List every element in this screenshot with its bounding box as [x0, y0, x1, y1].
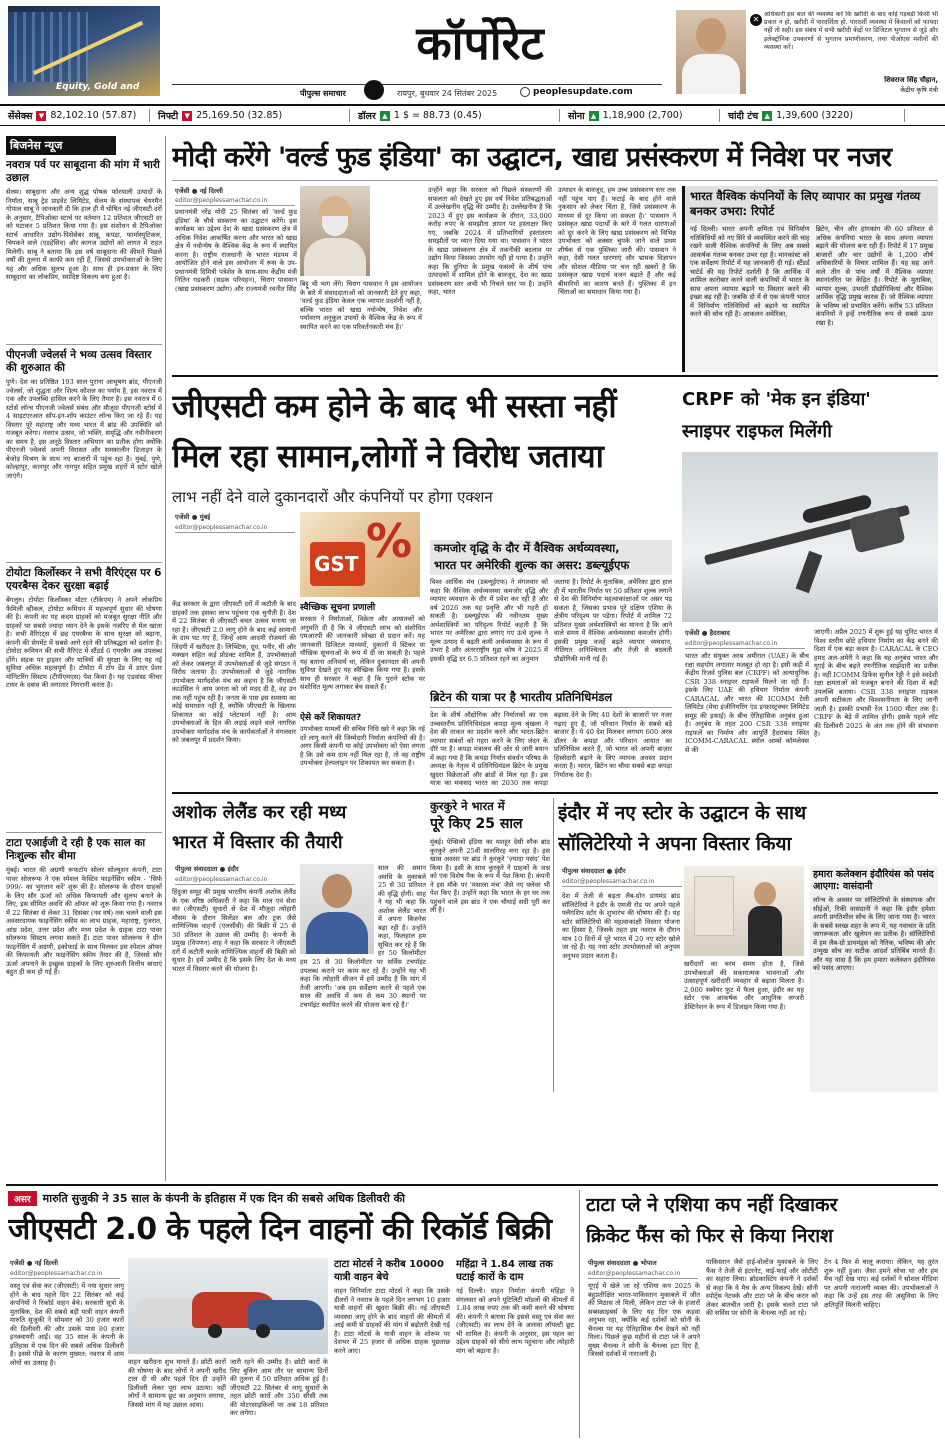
gst-subheadline: लाभ नहीं देने वाले दुकानदारों और कंपनियों पर होगा एक्शन: [172, 488, 493, 506]
cars-image: [128, 1258, 328, 1354]
maruti-byline: एजेंसी ● नई दिल्ली: [10, 1259, 58, 1267]
section-label: बिजनेस न्यूज: [10, 139, 63, 152]
tata-motors-headline: टाटा मोटर्स ने करीब 10000 यात्री वाहन बेचे: [334, 1259, 444, 1283]
lead-text-col2: उन्होंने कहा कि सरकार को पिछले संस्करणों की सफलता को देखते हुए इस वर्ष निवेश प्रतिबद्धताओं में उल्लेखनीय वृद्धि की उम्मीद है। उल्लेखनीय है कि 2023 में हुए इस कार्यक्रम के दौरान, 33,000 करोड़ रुपए के समझौता ज्ञापन पर हस्ताक्षर किए गए, जबकि 2024 में प्रतिभागियों हस्तांतरण समझौतों पर ध्यान दिया गया था। पासवान ने भारत के खाद्य प्रसंस्करण क्षेत्र में तकनीकी बदलाव पर उद्योग किया जिसका उपयोग नहीं हो पाया है। उन्होंने कहा कि दुनिया के प्रमुख फसलों के शीर्ष पांच उत्पादकों में शामिल होने के बावजूद, देश का खाद्य प्रसंस्करण स्तर अभी भी निचले स्तर पर है। उन्होंने कहा, भारत: [428, 186, 552, 296]
tata-motors-box: [334, 1258, 450, 1438]
ashok-text-col2: हिंदुजा समूह की प्रमुख भारतीय कंपनी अशोक लेलैंड के एक वरिष्ठ अधिकारी ने कहा कि माल एवं सेवा कर (जीएसटी) सुधारों से देश में मौजूदा त्योहारी मौसम के दौरान सिलेंडर बल और ट्रक जैसे वाणिज्यिक वाहनों (एलसीवी) की बिक्री में 25 से 30 प्रतिशत के उछाल की उम्मीद है। कंपनी के प्रमुख (विपणन) शाह ने कहा कि सरकार ने जीएसटी दरों में कटौती करके वाणिज्यिक वाहनों की बिक्री को सुधार है। हमें उम्मीद है कि इसके लिए देश के मध्य भारत में विस्तार करने की योजना है।: [172, 888, 296, 973]
left-story-1-headline: नवरात्र पर्व पर साबूदाना की मांग में भारी उछाल: [6, 159, 160, 184]
lead-email: editor@peoplessamachar.co.in: [175, 197, 295, 206]
ticker-item: [350, 109, 560, 122]
kurkure-text-col1: मुंबई। पेप्सिको इंडिया का मशहूर देसी स्नैक ब्रांड कुरकुरे अपनी 25वीं सालगिरह मना रहा है। इस खास अवसर पर ब्रांड ने कुरकुरे 'ज़्यादा पसंद' पेश किया है। इसी के साथ कुरकुरे ने ग्राहकों के जश्न को एक विशेष पैक के रूप में पेश किया है। कंपनी ने इस मौके पर 'मसाला मंच' जैसे नए फ्लेवर भी पेश किए हैं। उन्होंने कहा कि भारत के हर घर तक पहुंचने वाले इस ब्रांड ने एक चौथाई सदी पूरी कर ली है।: [430, 838, 550, 914]
side-top-box: [682, 186, 938, 372]
masthead-dateline: रायपुर, बुधवार 24 सितंबर 2025: [397, 89, 498, 98]
ashok-exec-photo: [300, 864, 374, 954]
lead-text-col1b: बिट्टू भी भाग लेंगे। चिराग पासवान ने इस आयोजन के बारे में संवाददाताओं को जानकारी देते हुए कहा, 'वर्ल्ड फुड इंडिया केवल एक व्यापार प्रदर्शनी नहीं है, बल्कि भारत को खाद्य नवोन्मेष, निवेश और पर्यावरण अनुकूल उपायों के वैश्विक केंद्र के रूप में स्थापित करने का एक परिवर्तनकारी मंच है।': [300, 280, 422, 331]
ticker-label: डॉलर: [358, 111, 376, 122]
maruti-tag: असर: [8, 1191, 37, 1206]
arrow-up-icon: ▲: [380, 111, 390, 121]
percent-icon: %: [366, 514, 413, 568]
tataplay-text-col2: पाकिस्तान जैसे हाई-वोल्टेज मुकाबले के लिए फैंस ने तेजी से इंटरनेट, वाई-फाई और ओटीटी का सहारा लिया। ब्रॉडकास्टिंग कंपनी ने दर्शकों से कहा कि वे मैच के अन्य विकल्प देखें। सोनी स्पोर्ट्स नेटवर्क और टाटा प्ले के बीच करार को लेकर बातचीत जारी है। इसके चलते टाटा प्ले की सर्विस पर सोनी के चैनल्स नहीं आ रहे।: [706, 1258, 818, 1317]
crpf-text-col1: भारत और संयुक्त अरब अमीरात (UAE) के बीच रक्षा सहयोग लगातार मजबूत हो रहा है। इसी कड़ी में केंद्रीय रिजर्व पुलिस बल (CRPF) को अत्याधुनिक CSR 338 स्नाइपर राइफलें मिलने जा रही हैं। इसके लिए UAE की हथियार निर्माता कंपनी CARACAL और भारत की ICOMM टेली लिमिटेड (मेघा इंजीनियरिंग एंड इन्फ्रास्ट्रक्चर लिमिटेड समूह की इकाई) के बीच ऐतिहासिक अनुबंध हुआ है। अनुबंध के तहत 200 CSR 338 स्नाइपर राइफलें का निर्माण और आपूर्ति हैदराबाद स्थित ICOMM-CARACAL स्मॉल आर्म्स कॉम्प्लेक्स से की: [685, 652, 809, 754]
ticker-item: [150, 109, 350, 122]
crpf-text-col2: जाएगी। अप्रैल 2025 में शुरू हुई यह यूनिट भारत में विश्व स्तरीय छोटे हथियार निर्माण का केंद्र बनने की दिशा में एक बड़ा कदम है। CARACAL के CEO हमद अल-अमेरी ने कहा कि यह अनुबंध भारत और यूएई के बीच बढ़ते रणनीतिक साझेदारी का प्रतीक है। वहीं ICOMM डिफेंस सुनील रेड्डी ने इसे स्वदेशी रक्षा क्षमताओं को मजबूत बनाने की दिशा में बड़ी उपलब्धि बताया। CSR 338 स्नाइपर राइफल अपनी सटीकता और विश्वसनीयता के लिए जानी जाती है। इसकी प्रभावी रेंज 1500 मीटर तक है। CRPF के बेड़े में शामिल होगी। इसके पहले लॉट की डिलीवरी 2025 के अंत तक होने की संभावना है।: [814, 628, 938, 738]
left-story-3-text: बेंगलुरु। टोयोटा किर्लोस्कर मोटर (टीकेएम) ने अपने लोकप्रिय फैमिली व्हीकल, टोयोटा रूमियन में महत्वपूर्ण सुधार की घोषणा की है। कंपनी का यह कदम ग्राहकों को मजबूत सुरक्षा नीति और ग्राहकों पर सबसे ज्यादा ध्यान देने के इसके नजरिए से मेल खाता है। सभी वैरिएंट्स में छह एयरबैग्स के साथ सुरक्षा को बढ़ाना, कंपनी की सेगमेंट में सबसे आगे रहने की प्रतिबद्धता को दर्शाता है। टोयोटा रूमियन की सभी वैरिएंट में स्टैंडर्ड 6 एयरबैग अब उपलब्ध होंगे। सड़क पर ड्राइवर और यात्रियों की सुरक्षा के लिए यह नई सुविधा अधिक महत्वपूर्ण है। टोयोटा में टॉप डेंड में डाएर प्रेशर मॉनिटरिंग सिस्टम (टीपीएमएस) पेश किया है। यह एडवांस्ड फीचर टायर के दबाव की लगातार निगरानी करता है।: [6, 596, 162, 689]
left-column: [6, 136, 162, 1186]
minister-name: शिवराज सिंह चौहान,: [884, 76, 938, 84]
arrow-down-icon: ▼: [182, 111, 192, 121]
side-top-text-col1: नई दिल्ली। भारत अपनी क्षमिता एवं विनिर्माण गतिविधियों को नए सिरे से व्यवस्थित करने की चाह रखने वाली वैश्विक कंपनियों के लिए अब सबसे आकर्षक गंतव्य बनकर उभर रहा है। मानकांस्ट को एक सर्वेक्षण रिपोर्ट में यह जानकारी दी गई। स्टैंडर्ड चार्टर्ड की यह रिपोर्ट दर्शाती है कि आर्थिक में शामिल कारोबार करने वाली कंपनियों में भारत के साथ अपना व्यापार बढ़ाने या विस्तार करने की इच्छा बढ़ रही है। जबकि दो में से एक कंपनी भारत में विनिर्माण गतिविधियों को बढ़ाने या स्थापित करने की सोच रही है। आकलन अमेरिका,: [690, 225, 810, 318]
solitario-text-col1: देश में तेजी से बढ़ता लैब-ग्रोन डायमंड ब्रांड सॉलिटेरियो ने इंदौर के एमजी रोड पर अपने पहले फ्लैगशिप स्टोर के शुभारंभ की घोषणा की है। यह स्टोर सॉलिटेरियो की महत्वाकांक्षी विस्तार योजना का हिस्सा है, जिसके तहत इस नवरात्र के दौरान मात्र 10 दिनों में पूरे भारत में 20 नए स्टोर खोले जा रहे हैं। यह नया स्टोर उपभोक्ताओं को अनुपम अनुभव प्रदान करता है।: [562, 892, 680, 960]
crpf-headline-2: स्नाइपर राइफल मिलेंगी: [682, 421, 832, 442]
minister-photo: [676, 10, 746, 94]
gst-headline-1: जीएसटी कम होने के बाद भी सस्ता नहीं: [172, 387, 616, 425]
solitario-box-headline: हमारा कलेक्शन इंदौरियंस को पसंद आएगा: वासंदानी: [813, 869, 934, 892]
arrow-up-icon: ▲: [589, 111, 599, 121]
mahindra-box: [456, 1258, 574, 1438]
ashok-headline-2: भारत में विस्तार की तैयारी: [172, 832, 343, 853]
maruti-kicker-row: [8, 1190, 574, 1206]
masthead-globe-icon: [520, 87, 530, 97]
ticker-label: निफ्टी: [158, 111, 179, 122]
solitario-quote-box: [810, 866, 938, 1092]
britain-headline: ब्रिटेन की यात्रा पर है भारतीय प्रतिनिधिमंडल: [430, 690, 672, 708]
tataplay-text-col3: टेन 4 फिर से चालू कराया। लेकिन, यह तुरंत शुरू नहीं हुआ। जैसा हमने सोचा था और हम मैच नहीं देख पाए। कई दर्शकों ने सोशल मीडिया पर अपनी नाराजगी व्यक्त की। उपभोक्ताओं ने कहा कि उन्हें इस तरह की असुविधा के लिए क्षतिपूर्ति मिलनी चाहिए।: [824, 1258, 938, 1309]
ticker-label: चांदी टंच: [728, 111, 759, 122]
solitario-box-text: लॉन्च के अवसर पर सॉलिटेरियो के संस्थापक और सीईओ, रिकी वासंदानी ने कहा कि इंदौर हमेशा अपनी प्रगतिशील सोच के लिए जाना गया है। भारत के सबसे स्वच्छ शहर के रूप में, यह नवाचार के प्रति जागरूकता और खुलेपन का प्रतीक है। सॉलिटेरियो में हम लैब-ग्रो डायमंड्स को नैतिक, भविष्य की ओर उन्मुख सोच का सटीक आदर्श प्रतिबिंब मानते हैं। और यह वादा है कि हम हमारा कलेक्शन इंदौरियंस को पसंद आएगा।: [813, 896, 935, 972]
maruti-kicker: मारुति सुजुकी ने 35 साल के कंपनी के इतिहास में एक दिन की सबसे अधिक डिलीवरी की: [42, 1191, 405, 1205]
mahindra-headline: महिंद्रा ने 1.84 लाख तक घटाई कारों के दाम: [456, 1259, 553, 1283]
left-story-4-text: मुंबई। भारत की अग्रणी रूफटॉप सोलर सोल्यूशन कंपनी, टाटा पावर सोलरूफ ने एक स्पेशल फेस्टिव फाइनेंसिंग स्कीम - 'सिर्फ 999/- का भुगतान करें' शुरू की है। सोलरूफ के दौरान ग्राहकों के लिए सौर ऊर्जा को अधिक किफायती और सुलभ बनाने के लिए, इस सीमित अवधि की ऑफर को शुरू किया गया है। नवरात्र में 22 सितंबर से लेकर 31 दिसंबर (नव वर्ष) तक चलने वाली इस अवसरदायक फाइनेंसिंग स्कीम का लाभ ग्राहक, महाराष्ट्र, गुजरात, आंध्र प्रदेश, उत्तर प्रदेश और मध्य प्रदेश के ग्राहक टाटा पावर सोलरूफ सिस्टम लगवा सकते हैं। टाटा पावर सोलरूफ ने ग्रीन फाइनेंसिंग में अग्रणी, इकोफाई के साथ मिलकर इस स्पेशल ऑफर की किफायती और फाइनेंसिंग स्कीम तैयार की है, जिससे सौर ऊर्जा अपनाने के इच्छुक ग्राहकों के लिए शुरुआती वित्तीय बाधाएं बहुत ही कम हो गई हैं।: [6, 866, 162, 976]
britain-text-col2: बढ़ावा देने के लिए 40 देशों के बाजारों पर नजर गढ़ाए हुए है, जो परिधान निर्यात के सबसे बड़े बाजार हैं। ये 40 देश मिलकर लगभग 600 अरब डॉलर के कपड़ा और परिधान आयात का प्रतिनिधित्व करते हैं, जो भारत को अपनी बाज़ार हिस्सेदारी बढ़ाने के लिए व्यापक अवसर प्रदान करता है। भारत, ब्रिटेन का चौथा सबसे बड़ा कपड़ा निर्यातक देश है।: [554, 711, 672, 779]
gst-headline-2: मिल रहा सामान,लोगों ने विरोध जताया: [172, 437, 604, 475]
gst-text-col1-top: [172, 536, 296, 598]
gst-text-col1: केंद्र सरकार के द्वारा जीएसटी दरों में कटौती के बाद ग्राहकों तक इसका लाभ पहुंचना एक चुनौती है। देश में 22 सितंबर से जीएसटी बचत उत्सव मनाया जा रहा है। जीएसटी 2.0 लागू होने के बाद कई सामानों के दाम घट गए हैं, जिन्हें आम आदमी रोजमर्रा की जिंदगी में खरीदता है। लिप्स्टिक, दूध, पनीर, घी और मक्खन सहित कई प्रोडक्ट शामिल हैं, उपभोक्ताओं को लेकर जबलपुर में उपभोक्ताओं से जुड़े संगठन ने विरोध जताया है। उपभोक्ताओं से जुड़े नागरिक उपभोक्ता मार्गदर्शक मंच का कहना है कि जीएसटी काउंसिल ने आम जनता को जो मदद दी है, वह उन तक नहीं पहुंच रही है। जनता के पास इस समस्या का कोई समाधान नहीं है, क्योंकि जीएसटी के खिलाफ शिकायत का कोई प्लेटफार्म नहीं है। आम उपभोक्ताओं के हित की लड़ाई लड़ने वाले नागरिक उपभोक्ता मार्गदर्शक मंच के कार्यकर्ताओं ने मंगलवार को जबलपुर में प्रदर्शन किया।: [172, 600, 296, 744]
ashok-text-col1: साल की समान अवधि के मुकाबले 25 से 30 प्रतिशत की वृद्धि होगी। साह ने यह भी कहा कि अशोक लेलैंड भारत में अपना बिजनेस बढ़ा रही है। उन्होंने कहा, फिलहाल हम सूचित कर रहे हैं कि हर 50 किलोमीटर: [378, 864, 426, 956]
lead-text-col3: उत्पादन के बावजूद, हम उच्च प्रसंस्करण स्तर तक नहीं पहुंच पाए हैं। फटाई के बाद होने वाले नुकसान को लेकर चिंता है, जिसे प्रसंस्करण के माध्यम से दूर किया जा सकता है।' पासवान ने प्रसंस्कृत खाद्य पदार्थों के बारे में गलत धारणाओं को दूर करने के लिए खाद्य प्रसंस्करण को विभिन्न उपभोक्ता को अक्सर चुपके जाने वाले प्रथम शीर्षक से एक पुस्तिका जारी की। पासवान ने कहा, देसी गलत धारणाएं और भ्रामक विज्ञापन और सोशल मीडिया पर चल रही खबरों है कि प्रसंस्कृत खाद्य पदार्थ वजन बढ़ाते हैं और कई बीमारियों का कारण बनते हैं। पुस्तिका में इन चिंताओं का समाधान किया गया है।: [558, 186, 676, 296]
mahindra-text: नई दिल्ली। वाहन निर्माता कंपनी महिंद्रा ने मंगलवार को अपने यूटिलिटी मॉडलों की कीमतों में 1.84 लाख रुपए तक की कमी करने की घोषणा की। कंपनी ने बताया कि इससे वस्तु एवं सेवा कर (जीएसटी) का लाभ देने के अलावा लॉयल्टी छूट भी शामिल है। कंपनी के अनुसार, इस पहल का उद्देश्य ग्राहकों को सीधे लाभ पहुंचाना और त्योहारी मांग को बढ़ाना है।: [456, 1287, 574, 1355]
kurkure-headline-2: पूरे किए 25 साल: [430, 816, 523, 832]
left-story-3-headline: टोयोटा किर्लोस्कर ने सभी वैरिएंट्स पर 6 एयरबैग्स देकर सुरक्षा बढ़ाई: [6, 562, 162, 593]
masthead-logo-dot: [364, 80, 384, 100]
maruti-email: editor@peoplessamachar.co.in: [10, 1270, 120, 1279]
ticker-value: 25,169.50 (32.85): [196, 110, 283, 121]
modi-photo: [300, 186, 370, 276]
wef-box: [430, 540, 672, 688]
minister-quote: अधिकारी इस बात की व्यवस्था करें कि खरीदी के बाद कोई गड़बड़ी किसी भी प्रकार न हो, खरीदी में पारदर्शिता हो. पारदर्शी व्यवस्था में किसानों को फायदा नहीं तो सही। इस संबंध में सभी खरीदी केंद्रों पर डिजिटल भुगतान से जुड़े और इलेक्ट्रॉनिक उपकरणों से भुगतान प्रमाणीकरण, तथा पीओएस मशीनों की व्यवस्था करें।: [764, 11, 938, 51]
ticker-label: सेंसेक्स: [8, 111, 33, 122]
ashok-email: editor@peoplessamachar.co.in: [175, 876, 295, 885]
masthead-stock-image: [8, 6, 160, 96]
crpf-byline: एजेंसी ● हैदराबाद: [685, 629, 730, 637]
solitario-store-photo: [684, 866, 804, 956]
left-story-2-headline: पीएनजी ज्वेलर्स ने भव्य उत्सव विस्तार की शुरुआत की: [6, 344, 162, 375]
gst-sub-heading-1: स्वैच्छिक सूचना प्रणाली: [300, 603, 376, 613]
ashok-headline-1: अशोक लेलैंड कर रही मध्य: [172, 802, 347, 823]
ticker-item: [0, 109, 150, 122]
solitario-email: editor@peoplessamachar.co.in: [562, 878, 682, 887]
solitario-headline-2: सॉलिटेरियो ने अपना विस्तार किया: [558, 833, 792, 855]
solitario-text-col2: खरीदारों का चरम समय होता है, जिसे उपभोक्ताओं की सकारात्मक भावनाओं और उत्साहपूर्ण खरीदारी व्यवहार से बढ़ावा मिलता है। 2,000 स्क्वेयर फुट में फैला हुआ, इंदौर का यह स्टोर एक आकर्षक और आधुनिक लग्जरी डेस्टिनेशन के रूप में डिजाइन किया गया है।: [684, 960, 804, 1011]
tataplay-headline-2: क्रिकेट फैंस को फिर से किया निराश: [586, 1225, 834, 1247]
britain-text-col1: देश के शीर्ष औद्योगिक और निर्यातकों का एक उच्चस्तरीय प्रतिनिधिमंडल कपड़ा मूल्य श्रृंखला ने देश की ताकत का प्रदर्शन करने और भारत-ब्रिटेन व्यापार संबंधों को गहरा करने के लिए लंदन के दौरे पर है। कपड़ा मंत्रालय की ओर से जारी बयान में कहा गया है कि कपड़ा निर्यात संवर्धन परिषद के अध्यक्ष के नेतृत्व में प्रतिनिधिमंडल ब्रिटेन के प्रमुख खुदरा विक्रेताओं और ब्रांडों से मिल रहा है। इस यात्रा का मकसद भारत का 2030 तक कपड़ा: [430, 711, 548, 787]
crpf-headline-1: CRPF को 'मेक इन इंडिया': [682, 389, 871, 410]
wef-headline-1: कमजोर वृद्धि के दौर में वैश्विक अर्थव्यवस्था,: [430, 540, 672, 557]
gst-col2b-text: उपभोक्ता मामलों की सचिव निधि खरे ने कहा कि नई दरें लागू करने की जिम्मेदारी निर्माता कंपनियों की है। अगर किसी कंपनी या कोई उपभोक्ता को ऐसा लगता है कि उसे कम दाम नहीं मिल रहा है, तो वह राष्ट्रीय उपभोक्ता हेल्पलाइन पर शिकायत कर सकता है।: [300, 725, 425, 767]
maruti-text-col2: वाहन खरीदना शुभ मानते हैं। छोटी कारों की घोषणा के बाद लोगों ने अपनी खरीद टाल दी थी और पहले दिन ही उन्होंने डिलीवरी लेकर पूरा लाभ उठाया। वहीं लोगों ने सामान्य छूट का अनुमान लगाया, जिससे मांग में यह उछाल आया।: [128, 1358, 226, 1409]
wef-text-col2: जताया है। रिपोर्ट के मुताबिक, अमेरिका द्वारा हाल ही में भारतीय निर्यात पर 50 प्रतिशत शुल्क लगाने से देश की विनिर्माण महत्वाकांक्षाओं पर असर पड़ सकता है, जिसका प्रभाव पूरे दक्षिण एशिया के क्षेत्रीय परिदृश्य पर पड़ेगा। रिपोर्ट में शामिल 72 प्रतिशत मुख्य अर्थशास्त्रियों का मानना है कि आने वाले समय में वैश्विक अर्थव्यवस्था कमजोर होगी। इसकी प्रमुख वजहें बढ़ते व्यापार व्यवधान, नीतिगत अनिश्चितता और तेज़ी से बदलती प्रौद्योगिकी मानी गई हैं।: [554, 578, 672, 663]
wef-text-col1: विश्व आर्थिक मंच (डब्ल्यूईएफ) ने मंगलवार को कहा कि वैश्विक अर्थव्यवस्था कमजोर वृद्धि और व्यापार व्यवधान के दौर में प्रवेश कर रही है और वर्ष 2026 तक यह प्रवृत्ति और भी गहरी हो सकती है। डब्ल्यूईएफ की नवीनतम मुख्य अर्थशास्त्रियों का परिदृश्य रिपोर्ट कहती है कि भारत पर अमेरिका द्वारा लगाए गए ऊंचे शुल्क ने मूल्य उत्पाद में बढ़ती कमी अर्थव्यवस्था के रूप में उभरा है और अंतरराष्ट्रीय मुद्रा कोष ने 2025 में इसकी वृद्धि दर 6.5 प्रतिशत रहने का अनुमान: [430, 578, 548, 663]
ticker-value: 1,39,600 (3220): [776, 110, 854, 121]
lead-byline: एजेंसी ● नई दिल्ली: [175, 187, 223, 195]
gst-image-label: GST: [314, 552, 359, 576]
lead-text-col1: प्रधानमंत्री नरेंद्र मोदी 25 सितंबर को 'वर्ल्ड फुड इंडिया' के चौथे संस्करण का उद्घाटन करेंगे। इस कार्यक्रम का उद्देश्य देश के खाद्य प्रसंस्करण क्षेत्र में अधिक निवेश आकर्षित करना और भारत को खाद्य क्षेत्र में नवोन्मेष के वैश्विक केंद्र के रूप में स्थापित करना है। राष्ट्रीय राजधानी के भारत मंडपम में आयोजित होने वाले इस आयोजन में रूस के उप-प्रधानमंत्री दिमित्री पत्रेशेव के साथ-साथ केंद्रीय मंत्री नितिन गडकरी (सड़क परिवहन), चिराग पासवान (खाद्य प्रसंस्करण उद्योग) और राज्यमंत्री रवनीत सिंह: [175, 208, 297, 293]
arrow-up-icon: ▲: [762, 111, 772, 121]
left-story-4-headline: टाटा एआईजी दे रही है एक साल का निःशुल्क सौर बीमा: [6, 832, 162, 863]
gst-image: [300, 512, 420, 597]
masthead-title: कॉर्पोरेट: [416, 16, 544, 70]
sniper-rifle-image: [682, 452, 938, 622]
x-social-icon: ✕: [750, 14, 762, 26]
gst-email: editor@peoplessamachar.co.in: [175, 524, 295, 533]
ticker-value: 82,102.10 (57.87): [50, 110, 137, 121]
ticker-item: [720, 109, 905, 122]
maruti-text-col1: वस्तु एवं सेवा कर (जीएसटी) में नया सुधार लागू होने के बाद पहले दिन 22 सितंबर को कई कंपनियों ने रिकॉर्ड वाहन बेचे। सरकारी सूत्रों के मुताबिक, देश की सबसे बड़ी यात्री वाहन कंपनी मारुति सुजुकी ने सोमवार को 30 हजार कारों की डिलीवरी की और उसके पास 80 हजार इनक्वायरी आईं। वह 35 साल के कंपनी के इतिहास में एक दिन की सबसे अधिक डिलीवरी है। इससे पीछे के कारण मुख्यत: नवरात्र में आम लोगों का उत्साह है।: [10, 1282, 124, 1367]
britain-box: [430, 690, 672, 788]
side-top-text-col2: ब्रिटेन, चीन और हांगकांग की 60 प्रतिशत से अधिक कंपनियां भारत के साथ अपना व्यापार बढ़ाने की योजना बना रही हैं। रिपोर्ट में 17 प्रमुख बाजारों और चार उद्योगों के 1,200 शीर्ष अधिकारियों के विचार शामिल हैं। यह सह आने वाले तीन से पांच वर्षों में वैश्विक व्यापार स्थानांतरित पर केंद्रित है। रिपोर्ट के मुताबिक, व्यापार शुल्क, उभरती प्रौद्योगिकियां और वैश्विक आर्थिक वृद्धि प्रमुख कारक हैं। जो वैश्विक व्यापार के भविष्य को प्रभावित करेंगे। करीब 53 प्रतिशत कंपनियों ने इन्हें रणनीतिक रूप से सबसे ऊपर रखा है।: [815, 225, 933, 327]
wef-headline-2: भारत पर अमेरिकी शुल्क का असर: डब्ल्यूईएफ: [430, 557, 672, 575]
ticker-value: 1 $ = 88.73 (0.45): [393, 110, 482, 121]
ticker-label: सोना: [568, 111, 585, 122]
masthead-website[interactable]: peoplesupdate.com: [533, 87, 633, 97]
ticker-value: 1,18,900 (2,700): [602, 110, 683, 121]
kurkure-headline-1: कुरकुरे ने भारत में: [430, 799, 505, 813]
masthead-publisher: पीपुल्स समाचार: [300, 89, 346, 98]
gst-byline: एजेंसी ● मुंबई: [175, 513, 211, 521]
ashok-byline: पीपुल्स संवाददाता ● इंदौर: [175, 865, 239, 873]
gst-col2-text: सरकार ने निर्माताओं, विक्रेता और आयातकों को अनुमति दी है कि वे जीएसटी लाभ को संशोधित एमआरपी की जानकारी स्वेच्छा से प्रदान करें। यह जानकारी डिजिटल माध्यमों, दुकानों में स्टिकर या मौखिक सूचनाओं के रूप में दी जा सकती है। पहले यह बताना अनिवार्य था, लेकिन दुकानदार की अपनी सुविधा देखते हुए यह स्वैच्छिक किया गया है। इसके साथ ही सरकार ने कहा है कि पुराने स्टॉक पर संशोधित मूल्य लगाकर बेच सकते हैं।: [300, 615, 425, 691]
ticker-item: [560, 109, 720, 122]
ashok-text-col3: हम 25 से 30 किलोमीटर पर सर्विस टचपॉइंट उपलब्ध कराने पर काम कर रहे हैं। उन्होंने यह भी कहा कि त्योहारी सीजन में हमें उम्मीद है कि मांग में तेजी आएगी। 'अब हम सर्वेक्षण करने से पहले एक साल की अवधि में कम से कम 30 स्थानों पर टचपॉइंट स्थापित करने की योजना बना रहे हैं।': [300, 958, 426, 1009]
solitario-headline-1: इंदौर में नए स्टोर के उद्घाटन के साथ: [558, 802, 807, 824]
section-header: [6, 136, 116, 155]
minister-role: केंद्रीय कृषि मंत्री: [900, 86, 938, 94]
solitario-byline: पीपुल्स संवाददाता ● इंदौर: [562, 867, 626, 875]
maruti-text-col3: जारी रहने की उम्मीद है। छोटी कारों के लिए बुकिंग आम तौर पर सामान्य दिनों की तुलना में 50 प्रतिशत अधिक हुई है। जीएसटी 22 सितंबर से लागू सुधारों के तहत छोटी कारों और 350 सीसी तक की मोटरसाइकिलों पर अब 18 प्रतिशत कर लगेगा।: [230, 1358, 328, 1417]
gst-col2: [300, 600, 425, 788]
left-story-2-text: पुणे। देश का प्रतिष्ठित 193 साल पुराना आभूषण ब्रांड, पीएनजी ज्वेलर्स, जो शुद्धता और शिल्प कौशल का पर्याय है, इस नवरात्र में एक और उपलब्धि हासिल करने के लिए तैयार है। इस नवरात्र में 6 स्टोर्स लॉन्च पीएनजी ज्वेलर्स संबंध और मौजूदा पीएनजी स्टोर्स में 4 साइटएरआत साँप-इन-शॉप काउंटर लॉन्च किए जा रहे हैं। यह विस्तार पूरे महाराष्ट्र और मध्य भारत में ब्रांड की उपस्थिति को मजबूत करेगा। नवरात्र उत्सव, जो भक्ति, समृद्धि और नवीनीकरण का समय है, इस अनूठे विस्तार अभियान का प्रतीक होगा क्योंकि पीएनजी ज्वेलर्स अपनी विरासत और समकालीन डिजाइन के बेजोड़ मिश्रण के साथ नए बाजारों में पहुंच रहा है। मुंबई, पुणे, कोल्हापुर, कानपुर और नागपुर सहित प्रमुख शहरों में स्टोर खोले जाएंगे।: [6, 378, 162, 480]
tata-motors-text: वाहन विनिर्माता टाटा मोटर्स ने कहा कि उसके डीलरों ने नवरात्र के पहले दिन लगभग 10 हजार यात्री वाहनों की खुदरा बिक्री की। नई जीएसटी व्यवस्था लागू होने के बाद वाहनों की कीमतों में आई कमी से ग्राहकों की मांग में बढ़ोतरी देखी गई है। टाटा मोटर्स के यात्री वाहन के शोरूम पर देशभर में 25 हजार से अधिक ग्राहक पूछताछ करने आए।: [334, 1287, 450, 1355]
side-top-headline: भारत वैश्विक कंपनियों के लिए व्यापार का प्रमुख गंतव्य बनकर उभरा: रिपोर्ट: [685, 186, 938, 223]
stock-image-caption: Equity, Gold and: [56, 82, 140, 92]
tataplay-byline: पीपुल्स संवाददाता ● भोपाल: [588, 1259, 657, 1267]
market-ticker: [0, 104, 945, 126]
gst-sub-heading-2: ऐसे करें शिकायत?: [300, 713, 362, 723]
tataplay-headline-1: टाटा प्ले ने एशिया कप नहीं दिखाकर: [586, 1194, 838, 1216]
left-story-1-text: सेलम। साबूदाना और अन्य शुद्ध पोषक फॉरयाली उत्पादों के निर्माता, साबू ट्रेड प्राइवेट लिमिटेड, सेलम के संस्थापक चेयरमैन गोपाल साबू ने जानकारी दी कि हाल ही में घोषित नई जीएसटी दरों के अनुसार, टैपिओका स्टार्च पर वर्तमान 12 प्रतिशत जीएसटी दर को घटाकर 5 प्रतिशत किया गया है। इस संशोधन से टैपिओका स्टार्च आधारित उद्योग-पिसेसेबर साबू, कपड़ा, फार्मास्युटिकल, चिपकने वाले (एडहेसिव) और कागज उद्योगों को लागत में राहत मिलेगी। साबू ने बताया कि इस वर्ष साबूदाना की कीमतें पिछले वर्षों की तुलना में काफी कम रही हैं, जिससे उपभोक्ताओं के लिए यह और अधिक सुलभ हुआ है। साथ ही इन-प्रकार के लिए साबूदाना का लोकप्रिय, स्वादिष्ट विकल्प बना हुआ है।: [6, 188, 162, 281]
tataplay-email: editor@peoplessamachar.co.in: [588, 1270, 698, 1279]
maruti-headline: जीएसटी 2.0 के पहले दिन वाहनों की रिकॉर्ड बिक्री: [8, 1212, 552, 1247]
arrow-down-icon: ▼: [36, 111, 46, 121]
lead-headline: मोदी करेंगे 'वर्ल्ड फुड इंडिया' का उद्घाटन, खाद्य प्रसंस्करण में निवेश पर नजर: [172, 142, 892, 173]
tataplay-text-col1: यूएई में खेले जा रहे एशिया कप 2025 के बहुप्रतीक्षित भारत-पाकिस्तान मुकाबले में जीत की मिठास तो मिली, लेकिन टाटा प्ले के हजारों सब्सक्राइबर्स के लिए यह दिन एक कड़वा अनुभव रहा, क्योंकि कई दर्शकों को सोनी के चैनल्स पर यह ऐतिहासिक मैच देखने को नहीं मिला। पिछले कुछ महीनों से टाटा प्ले ने अपने मुख्य चैनल्स ने सोनी के चैनल्स हटा दिए हैं, जिससे दर्शकों में नाराजगी है।: [588, 1282, 700, 1358]
crpf-email: editor@peoplessamachar.co.in: [685, 640, 805, 649]
